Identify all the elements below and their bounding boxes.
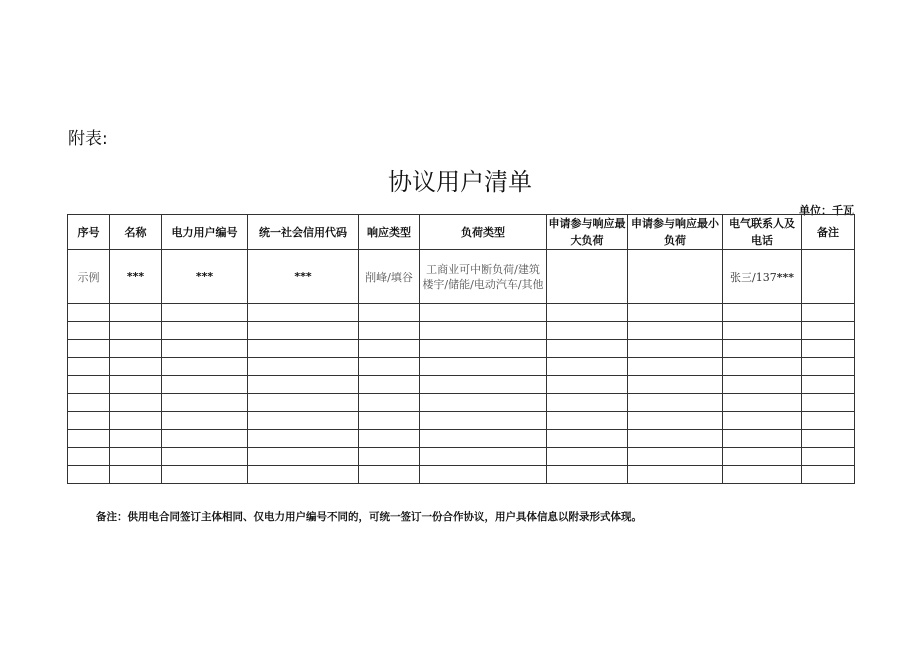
cell-max-load xyxy=(547,448,628,466)
example-remark xyxy=(802,250,855,304)
unit-label: 单位：千瓦 xyxy=(799,204,854,217)
header-max-load: 申请参与响应最大负荷 xyxy=(547,215,628,250)
cell-name xyxy=(110,304,162,322)
example-contact-stars: *** xyxy=(776,270,794,284)
cell-contact xyxy=(723,394,802,412)
cell-user-id xyxy=(162,394,248,412)
cell-response-type xyxy=(359,394,420,412)
cell-name xyxy=(110,448,162,466)
example-contact xyxy=(723,250,802,304)
cell-remark xyxy=(802,394,855,412)
cell-response-type xyxy=(359,448,420,466)
table-row xyxy=(68,466,855,484)
table-row xyxy=(68,394,855,412)
cell-contact xyxy=(723,448,802,466)
cell-load-type xyxy=(420,412,547,430)
cell-load-type xyxy=(420,448,547,466)
cell-index xyxy=(68,448,110,466)
cell-index xyxy=(68,412,110,430)
cell-index xyxy=(68,466,110,484)
cell-credit-code xyxy=(248,412,359,430)
cell-contact xyxy=(723,466,802,484)
cell-response-type xyxy=(359,358,420,376)
cell-load-type xyxy=(420,376,547,394)
cell-contact xyxy=(723,340,802,358)
table-row xyxy=(68,358,855,376)
cell-credit-code xyxy=(248,322,359,340)
cell-load-type xyxy=(420,358,547,376)
cell-name xyxy=(110,430,162,448)
cell-min-load xyxy=(628,466,723,484)
cell-contact xyxy=(723,430,802,448)
header-name: 名称 xyxy=(110,215,162,250)
example-response-type: 削峰/填谷 xyxy=(359,250,420,304)
cell-min-load xyxy=(628,394,723,412)
cell-response-type xyxy=(359,412,420,430)
user-list-table xyxy=(67,214,855,484)
page-title: 协议用户清单 xyxy=(388,168,532,196)
cell-response-type xyxy=(359,376,420,394)
table-row xyxy=(68,304,855,322)
cell-remark xyxy=(802,448,855,466)
header-index: 序号 xyxy=(68,215,110,250)
cell-max-load xyxy=(547,394,628,412)
cell-max-load xyxy=(547,358,628,376)
cell-remark xyxy=(802,412,855,430)
cell-remark xyxy=(802,466,855,484)
example-contact-text: 张三/137 xyxy=(730,270,777,284)
header-row xyxy=(68,215,855,250)
header-load-type: 负荷类型 xyxy=(420,215,547,250)
cell-response-type xyxy=(359,322,420,340)
cell-contact xyxy=(723,412,802,430)
example-user-id: *** xyxy=(162,250,248,304)
cell-min-load xyxy=(628,376,723,394)
cell-max-load xyxy=(547,430,628,448)
header-remark: 备注 xyxy=(802,215,855,250)
header-contact: 电气联系人及电话 xyxy=(723,215,802,250)
cell-index xyxy=(68,304,110,322)
header-min-load: 申请参与响应最小负荷 xyxy=(628,215,723,250)
cell-name xyxy=(110,358,162,376)
example-min-load xyxy=(628,250,723,304)
cell-credit-code xyxy=(248,430,359,448)
cell-credit-code xyxy=(248,394,359,412)
cell-remark xyxy=(802,304,855,322)
cell-remark xyxy=(802,322,855,340)
table-row xyxy=(68,448,855,466)
cell-max-load xyxy=(547,376,628,394)
cell-min-load xyxy=(628,322,723,340)
cell-contact xyxy=(723,358,802,376)
cell-contact xyxy=(723,322,802,340)
cell-response-type xyxy=(359,340,420,358)
cell-load-type xyxy=(420,304,547,322)
cell-remark xyxy=(802,376,855,394)
cell-contact xyxy=(723,304,802,322)
cell-min-load xyxy=(628,304,723,322)
cell-load-type xyxy=(420,394,547,412)
cell-user-id xyxy=(162,466,248,484)
cell-user-id xyxy=(162,322,248,340)
cell-index xyxy=(68,394,110,412)
cell-credit-code xyxy=(248,448,359,466)
header-response-type: 响应类型 xyxy=(359,215,420,250)
cell-contact xyxy=(723,376,802,394)
example-load-type: 工商业可中断负荷/建筑楼宇/储能/电动汽车/其他 xyxy=(420,250,547,304)
cell-user-id xyxy=(162,430,248,448)
cell-name xyxy=(110,322,162,340)
cell-min-load xyxy=(628,358,723,376)
cell-load-type xyxy=(420,466,547,484)
table-row xyxy=(68,376,855,394)
table-row xyxy=(68,430,855,448)
footnote: 备注：供用电合同签订主体相同、仅电力用户编号不同的，可统一签订一份合作协议，用户具体信息以附录形式体现。 xyxy=(96,511,642,523)
cell-load-type xyxy=(420,430,547,448)
cell-name xyxy=(110,340,162,358)
example-index: 示例 xyxy=(68,250,110,304)
cell-user-id xyxy=(162,304,248,322)
cell-credit-code xyxy=(248,340,359,358)
cell-user-id xyxy=(162,412,248,430)
cell-name xyxy=(110,376,162,394)
cell-remark xyxy=(802,358,855,376)
cell-name xyxy=(110,394,162,412)
cell-remark xyxy=(802,340,855,358)
example-max-load xyxy=(547,250,628,304)
table-row xyxy=(68,412,855,430)
cell-credit-code xyxy=(248,376,359,394)
cell-response-type xyxy=(359,304,420,322)
cell-index xyxy=(68,376,110,394)
cell-min-load xyxy=(628,340,723,358)
example-credit-code: *** xyxy=(248,250,359,304)
cell-credit-code xyxy=(248,466,359,484)
table-row xyxy=(68,340,855,358)
cell-name xyxy=(110,466,162,484)
header-credit-code: 统一社会信用代码 xyxy=(248,215,359,250)
attachment-label: 附表: xyxy=(68,129,108,149)
cell-user-id xyxy=(162,376,248,394)
cell-load-type xyxy=(420,322,547,340)
cell-max-load xyxy=(547,304,628,322)
cell-index xyxy=(68,430,110,448)
header-user-id: 电力用户编号 xyxy=(162,215,248,250)
cell-credit-code xyxy=(248,358,359,376)
table-row xyxy=(68,322,855,340)
cell-index xyxy=(68,358,110,376)
cell-index xyxy=(68,340,110,358)
cell-load-type xyxy=(420,340,547,358)
cell-min-load xyxy=(628,430,723,448)
cell-name xyxy=(110,412,162,430)
cell-index xyxy=(68,322,110,340)
cell-credit-code xyxy=(248,304,359,322)
cell-user-id xyxy=(162,358,248,376)
example-name: *** xyxy=(110,250,162,304)
cell-max-load xyxy=(547,412,628,430)
cell-min-load xyxy=(628,448,723,466)
example-row xyxy=(68,250,855,304)
cell-min-load xyxy=(628,412,723,430)
cell-user-id xyxy=(162,448,248,466)
cell-max-load xyxy=(547,340,628,358)
cell-response-type xyxy=(359,466,420,484)
cell-user-id xyxy=(162,340,248,358)
cell-remark xyxy=(802,430,855,448)
cell-max-load xyxy=(547,322,628,340)
cell-response-type xyxy=(359,430,420,448)
cell-max-load xyxy=(547,466,628,484)
